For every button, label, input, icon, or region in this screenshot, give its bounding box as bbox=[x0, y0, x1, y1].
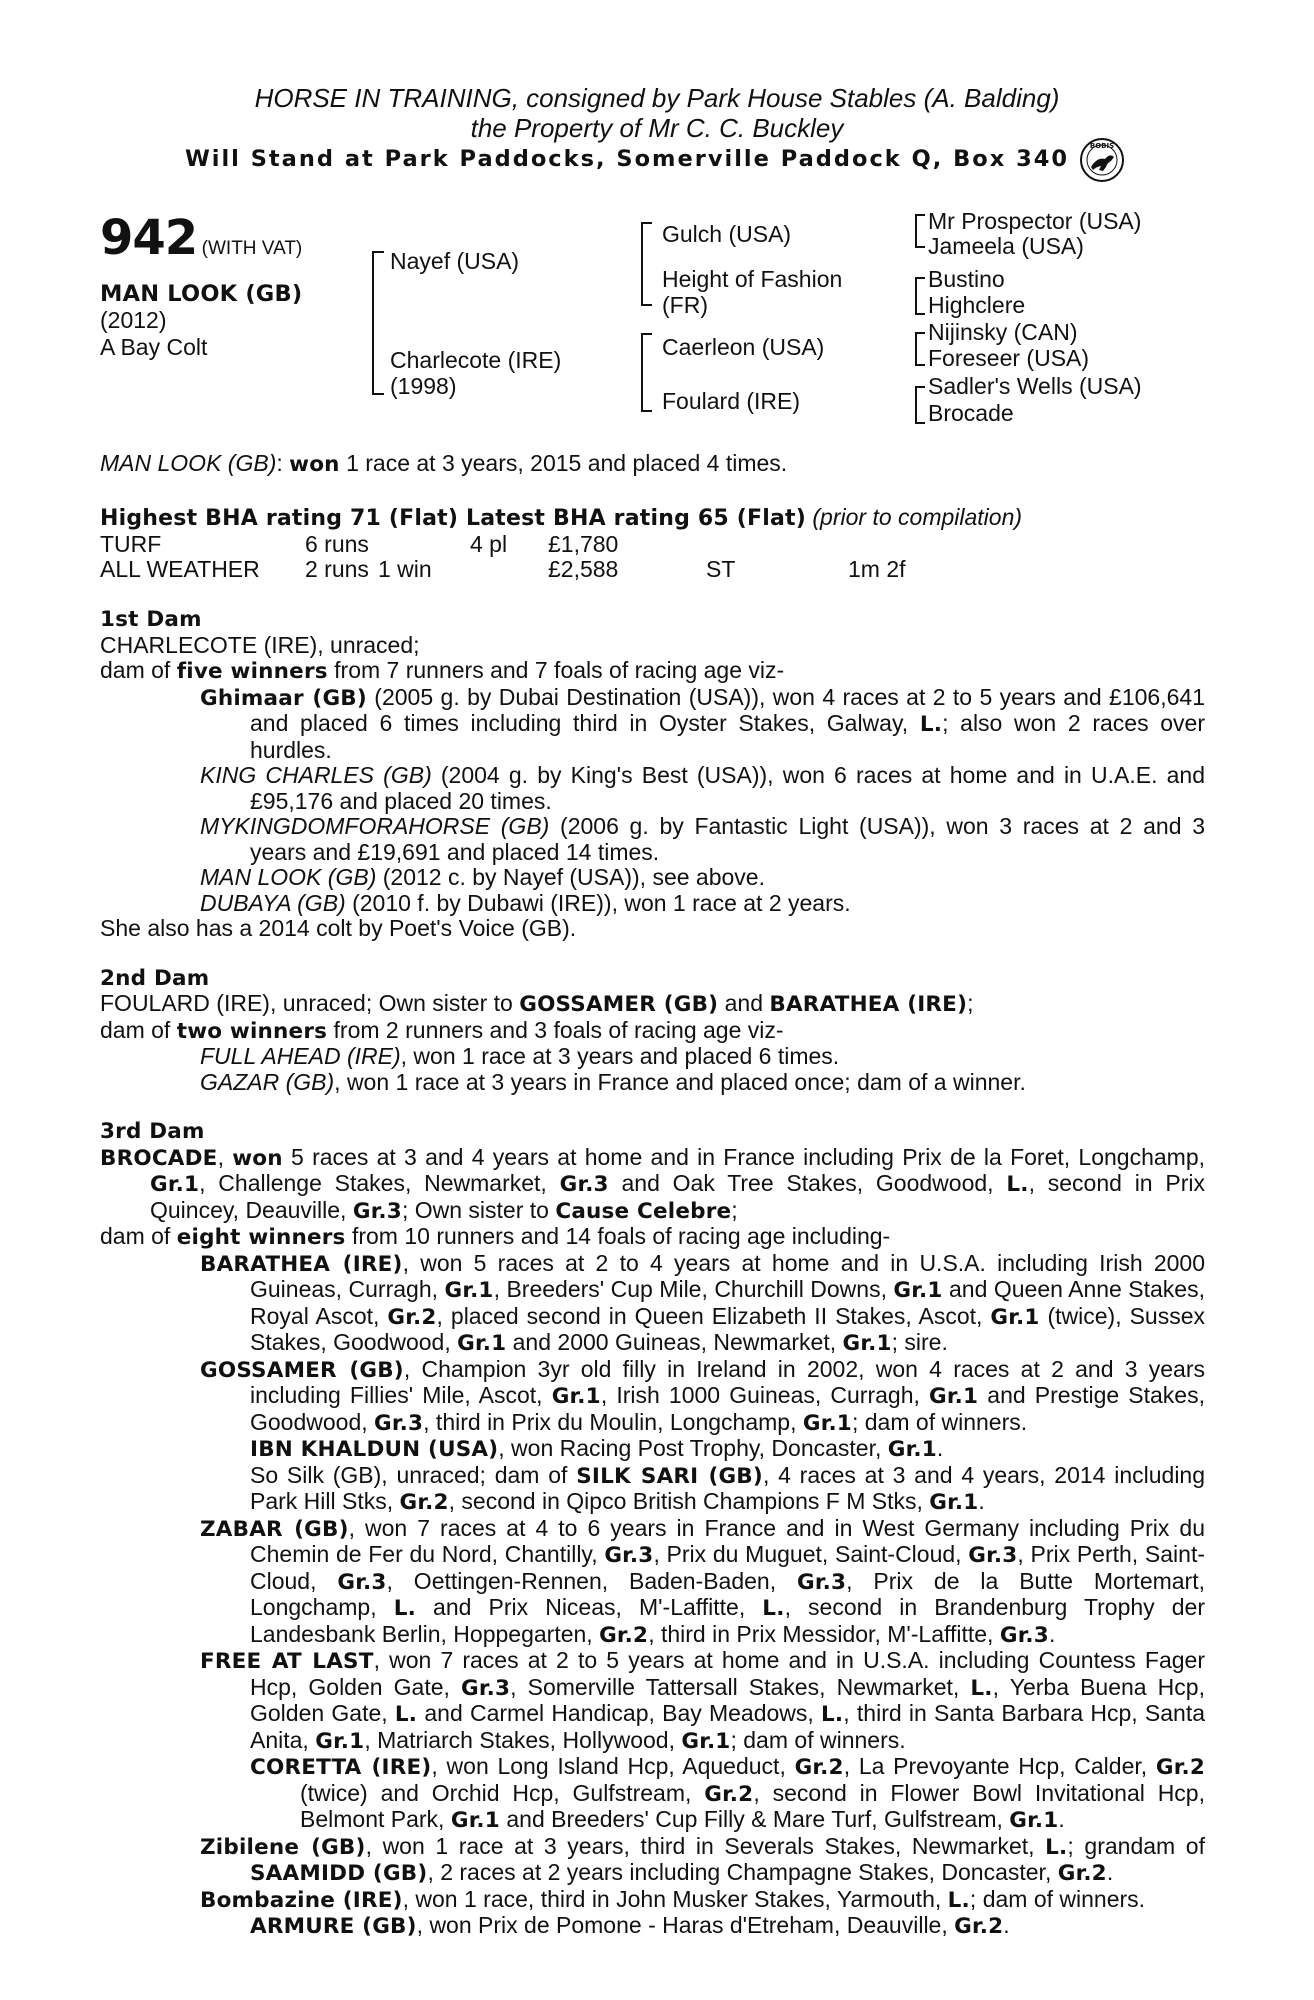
pedigree-sds: Bustino bbox=[928, 266, 1005, 292]
sire-parents-bracket bbox=[641, 222, 652, 306]
pedigree-sire: Nayef (USA) bbox=[390, 248, 520, 274]
record-runs: 2 runs bbox=[305, 556, 369, 582]
record-money: £1,780 bbox=[548, 531, 619, 557]
gen3-bracket-3 bbox=[915, 332, 925, 366]
produce-entry: IBN KHALDUN (USA), won Racing Post Trophy, Doncaster, Gr.1. bbox=[250, 1435, 944, 1462]
vat-note: (WITH VAT) bbox=[201, 238, 303, 259]
record-extra2: 1m 2f bbox=[848, 556, 906, 582]
bobis-logo-icon bbox=[1079, 137, 1125, 183]
first-dam-section bbox=[100, 607, 1205, 942]
third-dam-produce: dam of eight winners from 10 runners and 14 foals of racing age including- bbox=[100, 1223, 891, 1250]
gen3-bracket-1 bbox=[915, 214, 925, 248]
record-label: ALL WEATHER bbox=[100, 556, 260, 582]
horse-year: (2012) bbox=[100, 307, 167, 333]
second-dam-produce: dam of two winners from 2 runners and 3 foals of racing age viz- bbox=[100, 1016, 784, 1044]
produce-entry: BARATHEA (IRE), won 5 races at 2 to 4 years at home and in U.S.A. including Irish 2000 Guineas, Curragh, Gr.1, Breeders' Cup Mile, Churchill Downs, Gr.1 and Queen Anne Stakes, Royal Ascot, Gr.2, placed second in Queen Elizabeth II Stakes, Ascot, Gr.1 (twice), Sussex Stakes, Goodwood, Gr.1 and 2000 Guineas, Newmarket, Gr.1; sire. bbox=[200, 1249, 1206, 1356]
record-wins: 1 win bbox=[378, 556, 432, 582]
svg-text:BOBIS: BOBIS bbox=[1089, 142, 1115, 150]
produce-entry: Zibilene (GB), won 1 race at 3 years, third in Severals Stakes, Newmarket, L.; grandam of SAAMIDD (GB), 2 races at 2 years including Champagne Stakes, Doncaster, Gr.2. bbox=[200, 1832, 1205, 1886]
pedigree-dss: Nijinsky (CAN) bbox=[928, 319, 1078, 345]
first-dam-also: She also has a 2014 colt by Poet's Voice (GB). bbox=[100, 915, 577, 941]
pedigree-dam-sire: Caerleon (USA) bbox=[662, 334, 825, 360]
produce-entry: KING CHARLES (GB) (2004 g. by King's Best (USA)), won 6 races at home and in U.A.E. and £95,176 and placed 20 times. bbox=[200, 762, 1205, 814]
pedigree-dam-line1: Charlecote (IRE) bbox=[390, 347, 562, 373]
record-label: TURF bbox=[100, 531, 162, 557]
gen3-bracket-4 bbox=[915, 386, 925, 424]
produce-entry: FREE AT LAST, won 7 races at 2 to 5 years at home and in U.S.A. including Countess Fager Hcp, Golden Gate, Gr.3, Somerville Tattersall Stakes, Newmarket, L., Yerba Buena Hcp, Golden Gate, L. and Carmel Handicap, Bay Meadows, L., third in Santa Barbara Hcp, Santa Anita, Gr.1, Matriarch Stakes, Hollywood, Gr.1; dam of winners. bbox=[200, 1647, 1205, 1754]
gen3-bracket-2 bbox=[915, 277, 925, 315]
pedigree-dam-dam: Foulard (IRE) bbox=[662, 388, 801, 414]
third-dam-record: BROCADE, won 5 races at 3 and 4 years at home and in France including Prix de la Foret, Longchamp, Gr.1, Challenge Stakes, Newmarket, Gr.3 and Oak Tree Stakes, Goodwood, L., second in Prix Quincey, Deauville, Gr.3; Own sister to Cause Celebre; bbox=[100, 1143, 1205, 1224]
property-line: the Property of Mr C. C. Buckley bbox=[470, 113, 844, 143]
produce-entry: Bombazine (IRE), won 1 race, third in John Musker Stakes, Yarmouth, L.; dam of winners. bbox=[200, 1885, 1146, 1913]
stand-line: Will Stand at Park Paddocks, Somerville Paddock Q, Box 340 bbox=[184, 146, 1070, 172]
race-summary: MAN LOOK (GB): won 1 race at 3 years, 2015 and placed 4 times. bbox=[100, 450, 788, 477]
consignor-line: HORSE IN TRAINING, consigned by Park House Stables (A. Balding) bbox=[254, 83, 1060, 113]
produce-entry: GOSSAMER (GB), Champion 3yr old filly in Ireland in 2002, won 4 races at 2 and 3 years including Fillies' Mile, Ascot, Gr.1, Irish 1000 Guineas, Curragh, Gr.1 and Prestige Stakes, Goodwood, Gr.3, third in Prix du Moulin, Longchamp, Gr.1; dam of winners. bbox=[200, 1355, 1205, 1436]
pedigree-sss: Mr Prospector (USA) bbox=[928, 208, 1142, 234]
pedigree-dam-line2: (1998) bbox=[390, 373, 457, 399]
first-dam-line: CHARLECOTE (IRE), unraced; bbox=[100, 631, 420, 658]
first-dam-heading: 1st Dam bbox=[100, 607, 202, 632]
second-dam-heading: 2nd Dam bbox=[100, 965, 210, 991]
sire-dam-bracket bbox=[372, 251, 384, 395]
pedigree-sire-sire: Gulch (USA) bbox=[662, 221, 792, 247]
lot-number-group bbox=[100, 210, 302, 266]
record-extra1: ST bbox=[706, 556, 736, 582]
pedigree-sire-dam-line2: (FR) bbox=[662, 292, 708, 318]
record-money: £2,588 bbox=[548, 556, 619, 582]
third-dam-heading: 3rd Dam bbox=[100, 1119, 205, 1144]
produce-entry: So Silk (GB), unraced; dam of SILK SARI (GB), 4 races at 3 and 4 years, 2014 including Park Hill Stks, Gr.2, second in Qipco British Champions F M Stks, Gr.1. bbox=[250, 1461, 1206, 1515]
produce-entry: ARMURE (GB), won Prix de Pomone - Haras d'Etreham, Deauville, Gr.2. bbox=[250, 1912, 1010, 1939]
pedigree-sire-dam-line1: Height of Fashion bbox=[662, 266, 843, 292]
produce-entry: Ghimaar (GB) (2005 g. by Dubai Destination (USA)), won 4 races at 2 to 5 years and £106,641 and placed 6 times including third in Oyster Stakes, Galway, L.; also won 2 races over hurdles. bbox=[200, 683, 1205, 763]
produce-entry: DUBAYA (GB) (2010 f. by Dubawi (IRE)), won 1 race at 2 years. bbox=[200, 889, 851, 916]
produce-entry: GAZAR (GB), won 1 race at 3 years in France and placed once; dam of a winner. bbox=[200, 1068, 1026, 1095]
record-runs: 6 runs bbox=[305, 531, 369, 557]
produce-entry: CORETTA (IRE), won Long Island Hcp, Aqueduct, Gr.2, La Prevoyante Hcp, Calder, Gr.2 (twice) and Orchid Hcp, Gulfstream, Gr.2, second in Flower Bowl Invitational Hcp, Belmont Park, Gr.1 and Breeders' Cup Filly & Mare Turf, Gulfstream, Gr.1. bbox=[250, 1753, 1205, 1833]
record-placed: 4 pl bbox=[470, 531, 508, 557]
produce-entry: FULL AHEAD (IRE), won 1 race at 3 years and placed 6 times. bbox=[200, 1043, 840, 1069]
horse-name: MAN LOOK (GB) bbox=[100, 281, 303, 307]
pedigree-dds: Sadler's Wells (USA) bbox=[928, 373, 1142, 399]
bha-ratings: Highest BHA rating 71 (Flat) Latest BHA rating 65 (Flat) (prior to compilation) bbox=[100, 504, 1023, 531]
dam-parents-bracket bbox=[641, 333, 652, 412]
pedigree-sdd: Highclere bbox=[928, 292, 1026, 318]
third-dam-section bbox=[100, 1119, 1205, 1940]
pedigree-ddd: Brocade bbox=[928, 400, 1014, 426]
second-dam-line: FOULARD (IRE), unraced; Own sister to GOSSAMER (GB) and BARATHEA (IRE); bbox=[100, 990, 974, 1017]
produce-entry: ZABAR (GB), won 7 races at 4 to 6 years in France and in West Germany including Prix du Chemin de Fer du Nord, Chantilly, Gr.3, Prix du Muguet, Saint-Cloud, Gr.3, Prix Perth, Saint-Cloud, Gr.3, Oettingen-Rennen, Baden-Baden, Gr.3, Prix de la Butte Mortemart, Longchamp, L. and Prix Niceas, M'-Laffitte, L., second in Brandenburg Trophy der Landesbank Berlin, Hoppegarten, Gr.2, third in Prix Messidor, M'-Laffitte, Gr.3. bbox=[200, 1514, 1205, 1648]
produce-entry: MAN LOOK (GB) (2012 c. by Nayef (USA)), see above. bbox=[200, 864, 765, 890]
pedigree-dsd: Foreseer (USA) bbox=[928, 345, 1090, 371]
produce-entry: MYKINGDOMFORAHORSE (GB) (2006 g. by Fantastic Light (USA)), won 3 races at 2 and 3 years and £19,691 and placed 14 times. bbox=[200, 813, 1205, 865]
horse-desc: A Bay Colt bbox=[100, 334, 208, 360]
dam-sections bbox=[100, 607, 1205, 1940]
pedigree-ssd: Jameela (USA) bbox=[928, 233, 1084, 259]
first-dam-produce: dam of five winners from 7 runners and 7 foals of racing age viz- bbox=[100, 657, 785, 684]
lot-number: 942 bbox=[100, 210, 198, 266]
second-dam-section bbox=[100, 966, 1205, 1096]
